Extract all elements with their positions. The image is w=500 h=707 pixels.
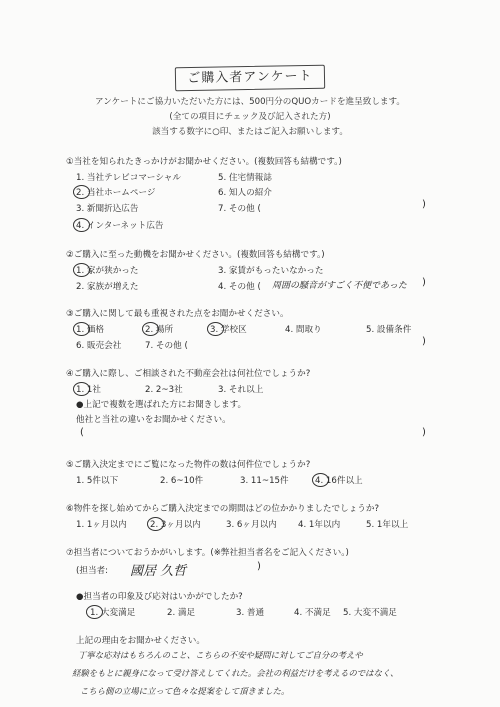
q1-option-3[interactable]: 3. 新聞折込広告 [76, 204, 139, 214]
q2-question: ②ご購入に至った動機をお聞かせください。(複数回答も結構です。) [66, 250, 325, 260]
q7-reason-line-2: 経験をもとに親身になって受け答えしてくれた。会社の利益だけを考えるのではなく、 [72, 668, 399, 678]
q2-other-answer: 周囲の騒音がすごく不便であった [272, 281, 407, 291]
intro-line-1: アンケートにご協力いただいた方には、500円分のQUOカードを進呈致します。 [94, 97, 406, 107]
q3-option-3[interactable]: 3. 学校区 [210, 325, 247, 335]
q7-staff-name: 國居 久哲 [130, 564, 187, 579]
q3-option-1[interactable]: 1. 価格 [76, 325, 105, 335]
q3-option-5[interactable]: 5. 設備条件 [366, 325, 412, 335]
q3-question: ③ご購入に関して最も重視された点をお聞かせください。 [66, 309, 289, 319]
q3-option-2[interactable]: 2. 場所 [145, 325, 174, 335]
q7-rating-3[interactable]: 3. 普通 [236, 608, 265, 618]
q7-reason-line-1: 丁寧な応対はもちろんのこと、こちらの不安や疑問に対してご自分の考えや [78, 650, 363, 660]
q1-option-2-circle [73, 185, 90, 199]
q4-question: ④ご購入に際し、ご相談された不動産会社は何社位でしょうか? [66, 369, 311, 379]
q4-option-1-circle [73, 382, 90, 396]
q5-option-2[interactable]: 2. 6~10件 [160, 476, 204, 486]
q6-option-3[interactable]: 3. 6ヶ月以内 [226, 520, 277, 530]
q1-close-paren: ) [422, 199, 426, 210]
q5-option-1[interactable]: 1. 5件以下 [76, 476, 119, 486]
q7-staff-label: (担当者: [76, 566, 109, 576]
q2-close-paren: ) [422, 277, 426, 288]
q3-option-3-circle [207, 322, 224, 336]
intro-line-3: 該当する数字に○印、またはご記入お願いします。 [152, 127, 348, 137]
q1-option-2[interactable]: 2. 当社ホームページ [76, 188, 156, 198]
q7-sub-question: ●担当者の印象及び応対はいかがでしたか? [76, 592, 243, 602]
q1-option-4[interactable]: 4. インターネット広告 [76, 221, 164, 231]
q7-question: ⑦担当者についておうかがいします。(※弊社担当者名をご記入ください。) [66, 548, 349, 558]
q1-option-6[interactable]: 6. 知人の紹介 [218, 188, 272, 198]
q7-rating-1-circle [86, 605, 103, 619]
q3-option-6[interactable]: 6. 販売会社 [76, 341, 122, 351]
q5-option-3[interactable]: 3. 11~15件 [240, 476, 289, 486]
q7-reason-label: 上記の理由をお聞かせください。 [76, 636, 205, 646]
q2-option-2[interactable]: 2. 家族が増えた [76, 282, 139, 292]
q6-option-1[interactable]: 1. 1ヶ月以内 [76, 520, 127, 530]
survey-title: ご購入者アンケート [175, 65, 325, 92]
q7-rating-1[interactable]: 1. 大変満足 [90, 608, 136, 618]
q3-option-7[interactable]: 7. その他 ( [145, 341, 188, 351]
q7-rating-5[interactable]: 5. 大変不満足 [343, 608, 397, 618]
q6-option-2[interactable]: 2. 3ヶ月以内 [150, 520, 201, 530]
q7-rating-4[interactable]: 4. 不満足 [294, 608, 331, 618]
q4-option-1[interactable]: 1. 1社 [76, 385, 101, 395]
q6-option-4[interactable]: 4. 1年以内 [298, 520, 341, 530]
q1-option-5[interactable]: 5. 住宅情報誌 [218, 173, 272, 183]
q4-close-paren: ) [422, 427, 426, 438]
q1-option-7[interactable]: 7. その他 ( [218, 204, 261, 214]
q6-option-2-circle [147, 517, 164, 531]
q7-staff-close-paren: ) [257, 561, 261, 572]
q1-question: ①当社を知られたきっかけがお聞かせください。(複数回答も結構です。) [66, 157, 342, 167]
q7-rating-2[interactable]: 2. 満足 [167, 608, 196, 618]
q4-option-2[interactable]: 2. 2~3社 [145, 385, 183, 395]
q2-option-1[interactable]: 1. 家が狭かった [76, 266, 139, 276]
q3-option-2-circle [142, 322, 159, 336]
q5-question: ⑤ご購入決定までにご覧になった物件の数は何件位でしょうか? [66, 460, 311, 470]
q3-option-1-circle [73, 322, 90, 336]
q4-open-paren: ( [80, 427, 84, 438]
intro-line-2: (全ての項目にチェック及び記入された方) [169, 112, 331, 122]
q4-option-3[interactable]: 3. それ以上 [218, 385, 264, 395]
q6-question: ⑥物件を探し始めてからご購入決定までの期間はどの位かかりましたでしょうか? [66, 504, 380, 514]
q4-sub-question-2: 他社と当社の違いをお聞かせください。 [76, 415, 231, 425]
q1-option-4-circle [73, 218, 90, 232]
q3-close-paren: ) [422, 336, 426, 347]
q2-option-4[interactable]: 4. その他 ( [218, 282, 261, 292]
q6-option-5[interactable]: 5. 1年以上 [366, 520, 409, 530]
q4-sub-question-1: ●上記で複数を選ばれた方にお聞きします。 [76, 400, 247, 410]
q2-option-1-circle [73, 263, 90, 277]
q1-option-1[interactable]: 1. 当社テレビコマーシャル [76, 173, 181, 183]
q5-option-4[interactable]: 4. 16件以上 [315, 476, 363, 486]
q5-option-4-circle [312, 473, 329, 487]
q2-option-3[interactable]: 3. 家賃がもったいなかった [218, 266, 324, 276]
q3-option-4[interactable]: 4. 間取り [285, 325, 322, 335]
q7-reason-line-3: こちら側の立場に立って色々な提案をして頂きました。 [80, 686, 290, 696]
